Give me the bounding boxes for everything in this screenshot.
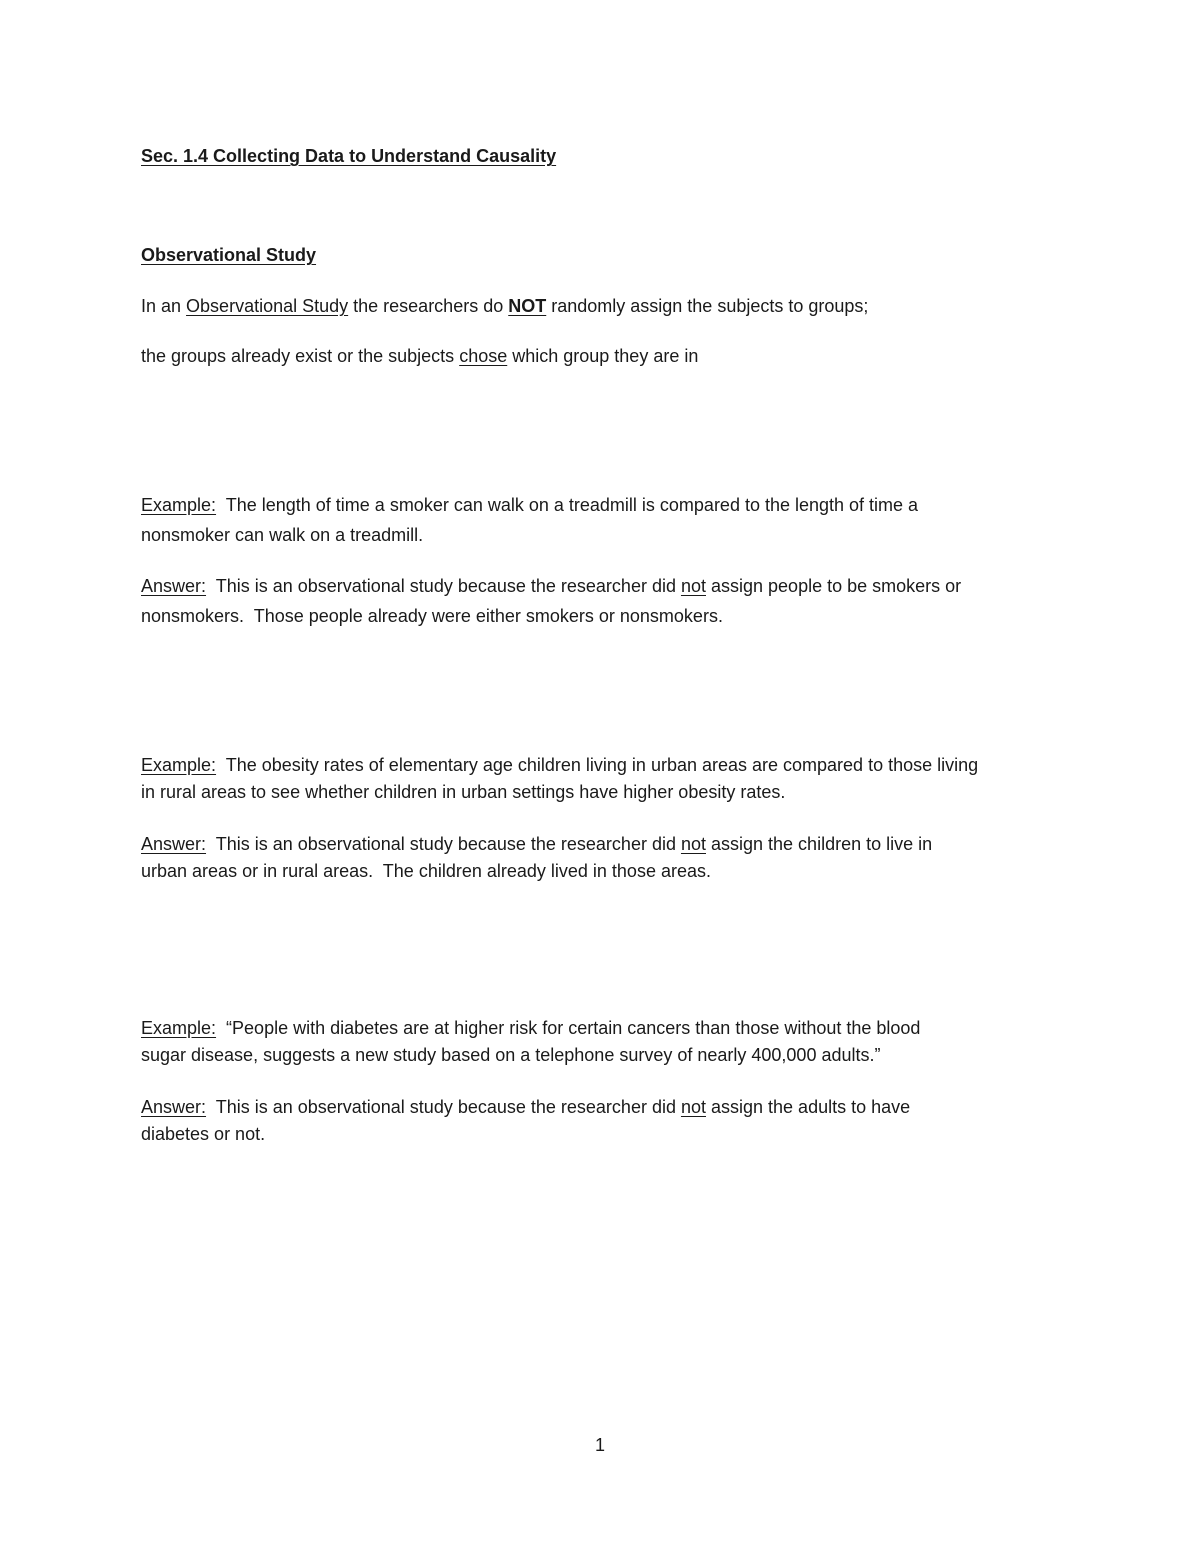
emphasis-not: NOT xyxy=(508,296,547,316)
answer-text: This is an observational study because the researcher did xyxy=(206,576,681,596)
answer-1-line-1 xyxy=(141,573,961,599)
section-heading: Observational Study xyxy=(141,245,317,265)
example-3-line-2: sugar disease, suggests a new study based on a telephone survey of nearly 400,000 adults.” xyxy=(141,1045,881,1065)
emphasis-not: not xyxy=(680,576,706,596)
answer-2-line-2: urban areas or in rural areas. The children already lived in those areas. xyxy=(141,861,711,881)
answer-label: Answer: xyxy=(141,1097,207,1117)
definition-line-2 xyxy=(141,343,698,369)
example-text: The obesity rates of elementary age children living in urban areas are compared to those living xyxy=(216,755,979,775)
answer-label: Answer: xyxy=(141,834,207,854)
example-3-line-1 xyxy=(141,1015,920,1041)
answer-text: assign the adults to have xyxy=(706,1097,911,1117)
definition-term: Observational Study xyxy=(186,296,349,316)
answer-3-line-1 xyxy=(141,1094,910,1120)
example-1-line-1 xyxy=(141,492,918,518)
example-label: Example: xyxy=(141,495,217,515)
answer-text: This is an observational study because the researcher did xyxy=(206,1097,681,1117)
definition-text: the researchers do xyxy=(348,296,509,316)
example-2-line-1 xyxy=(141,752,978,778)
definition-text: which group they are in xyxy=(507,346,699,366)
emphasis-not: not xyxy=(680,1097,706,1117)
answer-text: assign people to be smokers or xyxy=(706,576,962,596)
example-text: The length of time a smoker can walk on a treadmill is compared to the length of time a xyxy=(216,495,919,515)
answer-3-line-2: diabetes or not. xyxy=(141,1124,266,1144)
definition-text: randomly assign the subjects to groups; xyxy=(546,296,869,316)
answer-2-line-1 xyxy=(141,831,932,857)
example-1-line-2: nonsmoker can walk on a treadmill. xyxy=(141,525,424,545)
example-label: Example: xyxy=(141,1018,217,1038)
answer-label: Answer: xyxy=(141,576,207,596)
definition-text: In an xyxy=(141,296,187,316)
example-2-line-2: in rural areas to see whether children in urban settings have higher obesity rates. xyxy=(141,782,786,802)
answer-text: This is an observational study because the researcher did xyxy=(206,834,681,854)
page-number: 1 xyxy=(594,1435,605,1455)
example-text: “People with diabetes are at higher risk for certain cancers than those without the blood xyxy=(216,1018,921,1038)
emphasis-not: not xyxy=(680,834,706,854)
page-title: Sec. 1.4 Collecting Data to Understand Causality xyxy=(141,146,557,166)
answer-text: assign the children to live in xyxy=(706,834,933,854)
example-label: Example: xyxy=(141,755,217,775)
definition-line-1 xyxy=(141,293,868,319)
definition-text: the groups already exist or the subjects xyxy=(141,346,460,366)
answer-1-line-2: nonsmokers. Those people already were either smokers or nonsmokers. xyxy=(141,606,723,626)
emphasis-chose: chose xyxy=(459,346,508,366)
